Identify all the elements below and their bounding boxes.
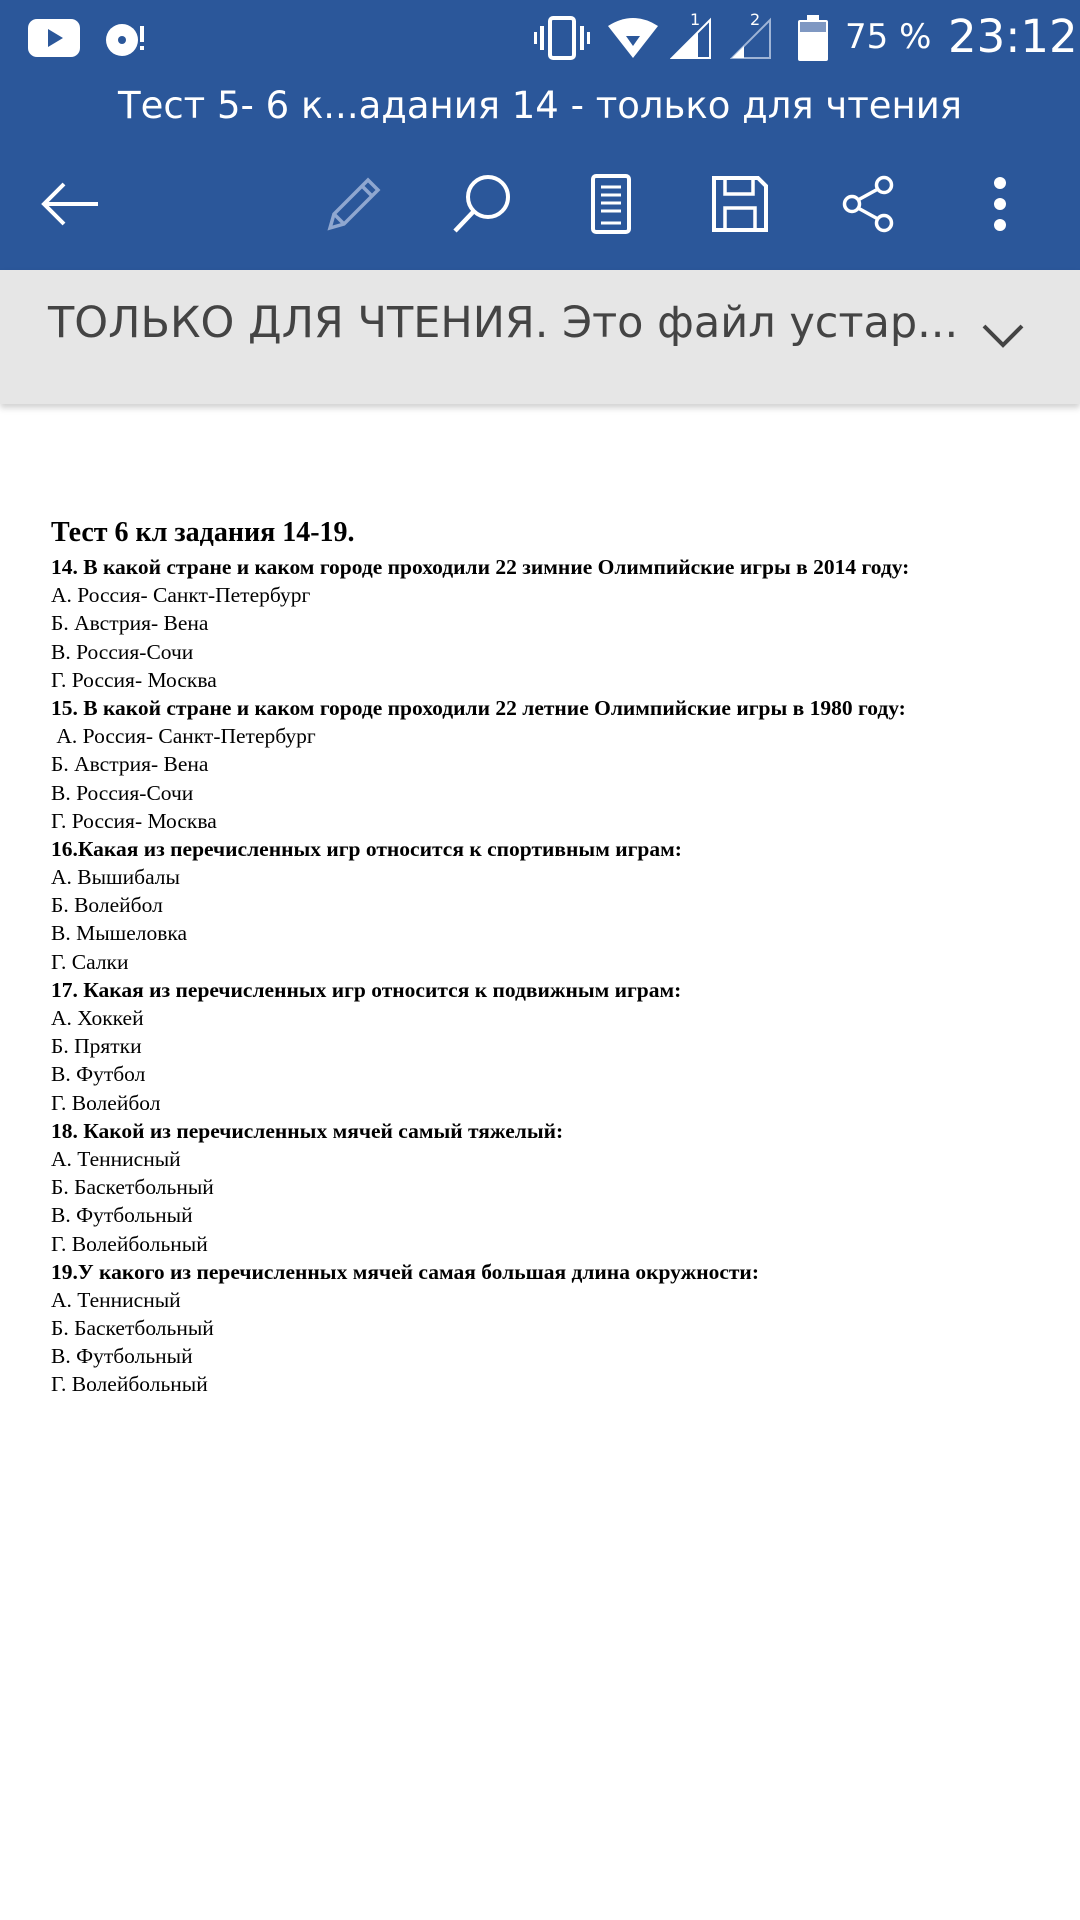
answer-option: В. Футбольный <box>51 1203 193 1228</box>
question-18 <box>51 1117 1051 1258</box>
question-17 <box>51 976 1051 1117</box>
answer-option: А. Россия- Санкт-Петербург <box>51 724 316 749</box>
document-title-bar: Тест 5- 6 к...адания 14 - только для чтения <box>0 76 1080 134</box>
clock: 23:12 <box>948 10 1078 63</box>
status-bar <box>0 0 1080 76</box>
wifi-icon <box>606 0 660 76</box>
mobile-view-icon <box>589 173 633 235</box>
edit-button[interactable] <box>314 164 394 244</box>
answer-option: Б. Прятки <box>51 1034 142 1059</box>
sim1-label: 1 <box>690 10 701 29</box>
answer-option: А. Хоккей <box>51 1006 144 1030</box>
answer-option: А. Россия- Санкт-Петербург <box>51 583 311 608</box>
answer-option: В. Мышеловка <box>51 921 188 946</box>
read-only-banner-text: ТОЛЬКО ДЛЯ ЧТЕНИЯ. Это файл устар... <box>48 298 959 348</box>
chevron-down-icon[interactable] <box>978 316 1028 356</box>
back-button[interactable] <box>30 164 110 244</box>
question-text: 15. В какой стране и каком городе проходили 22 летние Олимпийские игры в 1980 году: <box>51 695 906 720</box>
answer-option: А. Теннисный <box>51 1146 181 1171</box>
answer-option: Б. Баскетбольный <box>51 1175 214 1200</box>
answer-option: А. Вышибалы <box>51 865 180 890</box>
question-text: 17. Какая из перечисленных игр относится к подвижным играм: <box>51 977 682 1002</box>
question-text: 19.У какого из перечисленных мячей самая большая длина окружности: <box>51 1259 759 1284</box>
question-19 <box>51 1258 1051 1399</box>
mobile-view-button[interactable] <box>571 164 651 244</box>
vibrate-icon <box>534 0 590 76</box>
answer-option: Г. Салки <box>51 949 129 974</box>
answer-option: Г. Волейбольный <box>51 1231 208 1256</box>
youtube-icon <box>28 0 80 76</box>
share-icon <box>841 175 897 233</box>
answer-option: Г. Россия- Москва <box>51 808 217 833</box>
save-icon <box>711 175 769 233</box>
answer-option: Б. Австрия- Вена <box>51 752 209 777</box>
answer-option: Б. Баскетбольный <box>51 1316 214 1341</box>
answer-option: В. Россия-Сочи <box>51 639 194 664</box>
answer-option: Г. Волейбольный <box>51 1372 208 1397</box>
read-only-banner[interactable] <box>0 270 1080 404</box>
save-button[interactable] <box>700 164 780 244</box>
document-page <box>51 513 1051 1399</box>
answer-option: Б. Австрия- Вена <box>51 611 209 636</box>
share-button[interactable] <box>829 164 909 244</box>
answer-option: Б. Волейбол <box>51 893 163 918</box>
document-title: Тест 6 кл задания 14-19. <box>51 517 355 548</box>
search-button[interactable] <box>442 164 522 244</box>
answer-option: В. Футбольный <box>51 1344 193 1369</box>
question-text: 14. В какой стране и каком городе проходили 22 зимние Олимпийские игры в 2014 году: <box>51 555 910 579</box>
media-icon <box>104 0 150 76</box>
battery-percent: 75 % <box>845 17 932 57</box>
search-icon <box>451 173 513 235</box>
question-text: 16.Какая из перечисленных игр относится к спортивным играм: <box>51 836 682 861</box>
answer-option: Г. Россия- Москва <box>51 667 217 692</box>
toolbar <box>0 134 1080 270</box>
answer-option: Г. Волейбол <box>51 1090 161 1115</box>
question-14 <box>51 553 1051 694</box>
answer-option: В. Футбол <box>51 1062 146 1087</box>
more-options-button[interactable] <box>960 164 1040 244</box>
question-16 <box>51 835 1051 976</box>
back-arrow-icon <box>40 179 100 229</box>
pencil-icon <box>324 174 384 234</box>
answer-option: А. Теннисный <box>51 1287 181 1312</box>
answer-option: В. Россия-Сочи <box>51 780 194 805</box>
battery-icon <box>798 0 828 76</box>
more-icon <box>990 176 1010 232</box>
question-15 <box>51 694 1051 835</box>
question-text: 18. Какой из перечисленных мячей самый тяжелый: <box>51 1118 564 1143</box>
sim2-label: 2 <box>750 10 761 29</box>
